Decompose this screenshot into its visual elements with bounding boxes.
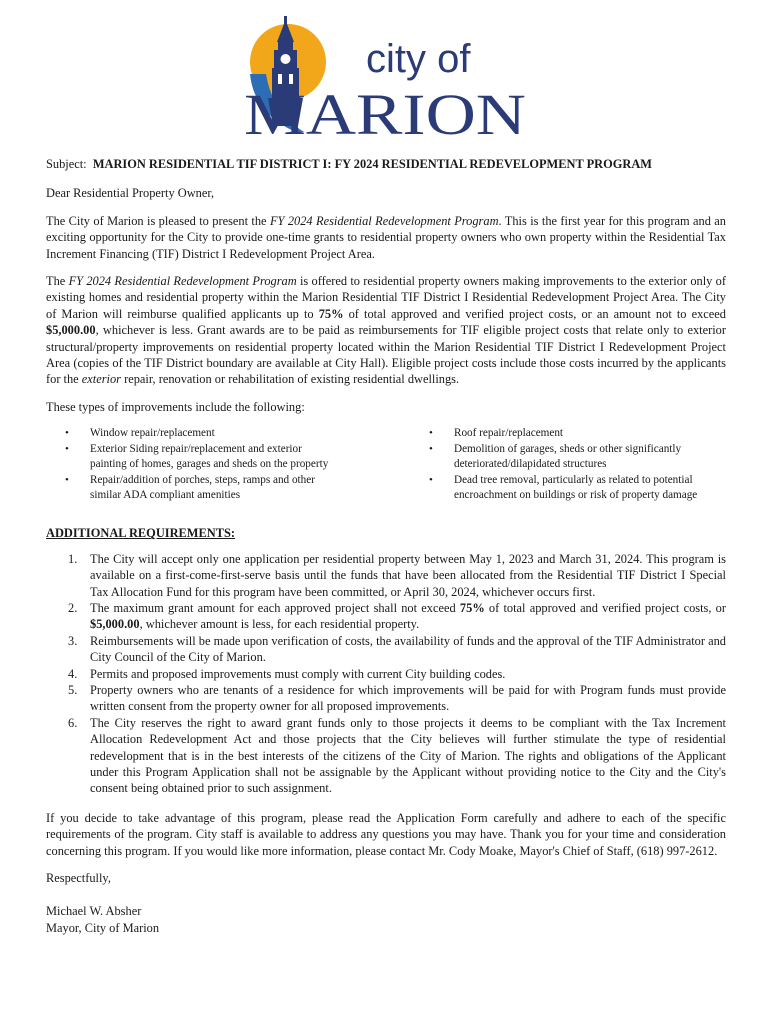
requirements-list [46, 551, 726, 797]
improvement-item: • Exterior Siding repair/replacement and exterior painting of homes, garages and sheds on the property [46, 442, 338, 473]
details-percent-bold: 75% [318, 306, 344, 321]
requirement-item [46, 633, 726, 666]
requirement-number: 2. [68, 600, 78, 615]
improvements-right-column [410, 426, 720, 503]
improvement-item: • Roof repair/replacement [410, 426, 720, 441]
improvement-item: • Repair/addition of porches, steps, ramps and other similar ADA compliant amenities [46, 473, 338, 504]
requirement-text: , whichever amount is less, for each residential property. [139, 617, 420, 632]
requirement-number: 4. [68, 666, 78, 681]
intro-paragraph [46, 213, 726, 262]
details-text-a: The [46, 274, 69, 289]
logo-text-marion: MARION [244, 82, 526, 138]
improvement-item: • Demolition of garages, sheds or other significantly deteriorated/dilapidated structures [410, 442, 720, 473]
requirement-text: Reimbursements will be made upon verification of costs, the availability of funds and the approval of the TIF Administrator and City Council of the City of Marion. [90, 633, 726, 665]
details-text-e: repair, renovation or rehabilitation of existing residential dwellings. [121, 372, 460, 387]
improvement-item: • Dead tree removal, particularly as related to potential encroachment on buildings or risk of property damage [410, 473, 720, 504]
subject-prefix: Subject: [46, 157, 87, 171]
signer-name: Michael W. Absher [46, 904, 142, 919]
requirement-text: The City reserves the right to award grant funds only to those projects it deems to be compliant with the Tax Increment Allocation Redevelopment Act and those projects that the City believes will further stimulate the type of residential redevelopment that is in the best interests of the citizens of the City of Marion. The rights and obligations of the Applicant under this Program Application shall not be assignable by the Applicant without providing notice to the City and the City's consent being obtained prior to such assignment. [90, 715, 726, 796]
requirement-item [46, 715, 726, 797]
details-amount-bold: $5,000.00 [46, 323, 96, 338]
logo-text-city-of: city of [366, 37, 471, 81]
city-of-marion-logo [244, 14, 528, 138]
program-name-italic: FY 2024 Residential Redevelopment Program [269, 213, 499, 228]
intro-text-b: . This is the first year for this program and an exciting opportunity for the City to provide one-time grants to residential property owners who own property within the Residential Tax Increment Financing (TIF) District I Redevelopment Project Area. [46, 213, 726, 261]
requirement-item [46, 682, 726, 715]
improvements-left-column [46, 426, 338, 503]
requirement-text: Property owners who are tenants of a residence for which improvements will be paid for with Program funds must provide written consent from the property owner for all proposed improvements. [90, 682, 726, 714]
requirement-text: The City will accept only one application per residential property between May 1, 2023 and March 31, 2024. This program is available on a first-come-first-serve basis until the funds that have been allocated from the Residential TIF District I Special Tax Allocation Fund for this program have been committed, or April 30, 2024, whichever occurs first. [90, 551, 726, 599]
requirement-text: Permits and proposed improvements must comply with current City building codes. [90, 666, 506, 681]
clock-face-icon [281, 54, 291, 64]
requirement-text: The maximum grant amount for each approved project shall not exceed [90, 600, 460, 615]
requirement-item [46, 600, 726, 633]
improvements-intro: These types of improvements include the following: [46, 399, 305, 414]
signoff: Respectfully, [46, 871, 111, 886]
details-program-name-italic: FY 2024 Residential Redevelopment Program [68, 274, 297, 289]
letter-body [46, 156, 726, 936]
closing-paragraph: If you decide to take advantage of this program, please read the Application Form carefully and adhere to each of the specific requirements of the program. City staff is available to address any questions you may have. Thank you for your time and consideration concerning this program. If you would like more information, please contact Mr. Cody Moake, Mayor's Chief of Staff, (618) 997-2612. [46, 810, 726, 858]
program-details-paragraph [46, 273, 726, 388]
requirement-item [46, 666, 726, 682]
details-exterior-italic: exterior [81, 372, 122, 387]
signer-title: Mayor, City of Marion [46, 920, 160, 935]
requirements-heading: ADDITIONAL REQUIREMENTS: [46, 526, 235, 541]
requirement-amount-bold: $5,000.00 [90, 617, 140, 632]
requirement-text: of total approved and verified project costs, or [484, 600, 726, 615]
improvements-list [46, 426, 726, 503]
requirement-number: 6. [68, 715, 78, 730]
requirement-number: 1. [68, 551, 78, 566]
signature-block [46, 870, 726, 936]
subject-text: MARION RESIDENTIAL TIF DISTRICT I: FY 2024 RESIDENTIAL REDEVELOPMENT PROGRAM [92, 157, 652, 171]
improvement-item: • Window repair/replacement [46, 426, 338, 441]
details-text-c: of total approved and verified project costs, or an amount not to exceed [343, 306, 726, 321]
subject-line [46, 156, 726, 172]
requirement-item [46, 551, 726, 600]
intro-text-a: The City of Marion is pleased to present the [46, 213, 270, 228]
requirement-percent-bold: 75% [459, 600, 485, 615]
details-text-b: is offered to residential property owners making improvements to the exterior only of existing homes and residential property within the Marion Residential TIF District I Residential Redevelopment Project Area. The City of Marion will reimburse qualified applicants up to [46, 274, 726, 321]
details-text-d: , whichever is less. Grant awards are to be paid as reimbursements for TIF eligible project costs that relate only to exterior structural/property improvements on residential property located within the Marion Residential TIF District I Redevelopment Project Area (copies of the TIF District boundary are available at City Hall). Eligible project costs include those costs incurred by the applicants for the [46, 323, 726, 387]
requirement-number: 3. [68, 633, 78, 648]
salutation: Dear Residential Property Owner, [46, 186, 215, 201]
requirement-number: 5. [68, 682, 78, 697]
